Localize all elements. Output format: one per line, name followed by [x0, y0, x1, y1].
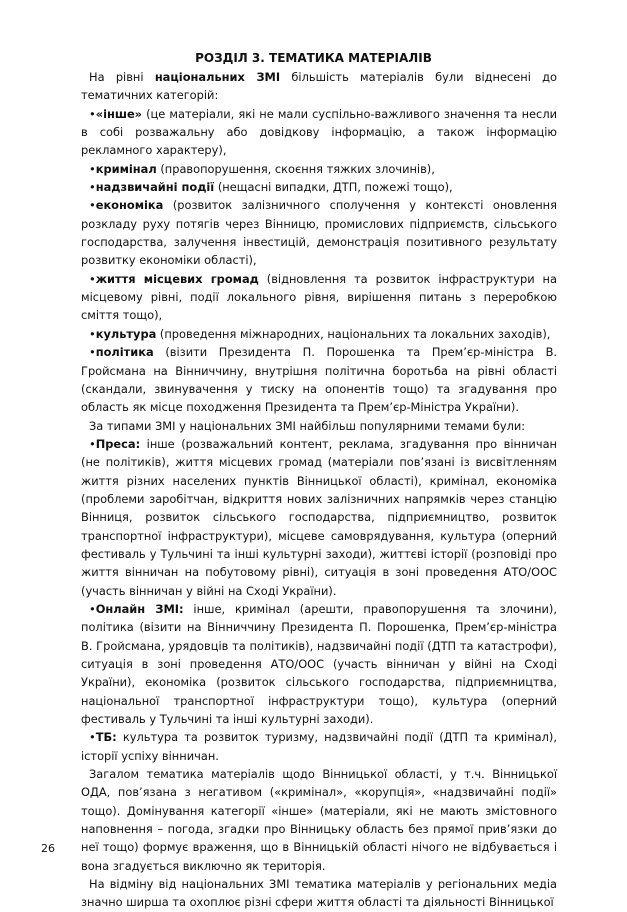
bullet-marker: • [89, 161, 96, 176]
category-desc: (розвиток залізничного сполучення у контексті оновлення розкладу руху потягів через Вінницю, промислових підприємств, сільського господарства, залучення інвестицій, демонстрація позитивного результату розвитку економіки області), [81, 198, 557, 268]
category-item [81, 160, 557, 178]
bullet-marker: • [89, 180, 96, 195]
media-type-name: Преса: [95, 436, 141, 451]
bullet-marker: • [89, 345, 96, 360]
category-item [81, 343, 557, 416]
media-type-desc: культура та розвиток туризму, надзвичайні події (ДТП та кримінал), історії успіху вінничан. [81, 730, 557, 763]
category-item [81, 270, 557, 325]
bullet-marker: • [89, 198, 96, 213]
category-name: життя місцевих громад [95, 271, 259, 286]
category-item [81, 196, 557, 269]
intro-bold: національних ЗМІ [154, 70, 281, 84]
media-type-name: ТБ: [95, 730, 117, 745]
category-desc: (відновлення та розвиток інфраструктури на місцевому рівні, події локального рівня, вирішення питань з переробкою сміття тощо), [81, 271, 557, 323]
category-desc: (це матеріали, які не мали суспільно-важливого значення та несли в собі розважальну або довідкову інформацію, а також інформацію рекламного характеру), [81, 106, 557, 158]
page-number: 26 [41, 842, 55, 855]
bullet-marker: • [89, 601, 96, 616]
category-desc: (нещасні випадки, ДТП, пожежі тощо), [214, 180, 453, 195]
types-intro-paragraph: За типами ЗМІ у національних ЗМІ найбільш популярними темами були: [89, 418, 526, 433]
summary-paragraph: Загалом тематика матеріалів щодо Вінницької області, у т.ч. Вінницької ОДА, пов’язана з негативом («кримінал», «корупція», «надзвичайні події» тощо). Домінування категорії «інше» (матеріали, які не мають змістовного наповнення – погода, згадки про Вінницьку область без прямої прив’язки до неї тощо) формує враження, що в Вінницькій області нічого не відбувається і вона згадується виключно як територія. [81, 767, 557, 873]
regional-paragraph: На відміну від національних ЗМІ тематика матеріалів у регіональних медіа значно ширша та охоплює різні сфери життя області та діяльності Вінницької [81, 877, 557, 910]
bullet-marker: • [89, 326, 96, 341]
media-type-item [81, 435, 557, 600]
category-name: економіка [95, 198, 164, 213]
category-item [81, 325, 557, 343]
category-item [81, 178, 557, 196]
category-desc: (проведення міжнародних, національних та локальних заходів), [156, 326, 551, 341]
category-name: культура [95, 326, 157, 341]
category-name: кримінал [95, 161, 157, 176]
bullet-marker: • [89, 106, 96, 121]
intro-pre: На рівні [89, 70, 155, 84]
category-item [81, 105, 557, 160]
media-type-item [81, 728, 557, 765]
media-type-desc: інше, кримінал (арешти, правопорушення та злочини), політика (візити на Вінниччину Президента П. Порошенка, Прем’єр-міністра В. Гройсмана, урядовців та політиків), надзвичайні події (ДТП та катастрофи), ситуація в зоні проведення АТО/ООС (участь вінничан у війні на Сході України), економіка (розвиток сільського господарства, підприємництва, національної транспортної інфраструктури тощо), культура (оперний фестиваль у Тульчині та інші культурні заходи). [81, 601, 557, 727]
media-type-item [81, 600, 557, 728]
category-name: надзвичайні події [95, 180, 215, 195]
bullet-marker: • [89, 730, 96, 745]
category-desc: (правопорушення, скоєння тяжких злочинів), [156, 161, 435, 176]
intro-paragraph [81, 68, 557, 105]
media-type-desc: інше (розважальний контент, реклама, згадування про вінничан (не політиків), життя місцевих громад (матеріали пов’язані із висвітленням життя різних населених пунктів Вінницької області), кримінал, економіка (проблеми заробітчан, відкриття нових залізничних напрямків через станцію Вінниця, розвиток сільського господарства, підприємництво, розвиток транспортної інфраструктури), місцеве самоврядування, культура (оперний фестиваль у Тульчині та інші культурні заходи), життєві історії (розповіді про життя вінничан на побутовому рівні), ситуація в зоні проведення АТО/ООС (участь вінничан у війні на Сході України). [81, 436, 557, 598]
category-desc: (візити Президента П. Порошенка та Прем’єр-міністра В. Гройсмана на Вінниччину, внутрішня політична боротьба на рівні області (скандали, звинувачення у тиску на опонентів тощо) та згадування про область як місце походження Президента та Прем’єр-Міністра України). [81, 345, 557, 415]
bullet-marker: • [89, 271, 96, 286]
intro-post: більшість матеріалів були віднесені до тематичних категорій: [81, 70, 557, 103]
bullet-marker: • [89, 436, 96, 451]
document-body [81, 68, 557, 912]
category-name: «інше» [95, 106, 143, 121]
category-name: політика [95, 345, 154, 360]
media-type-name: Онлайн ЗМІ: [95, 601, 184, 616]
section-title: РОЗДІЛ 3. ТЕМАТИКА МАТЕРІАЛІВ [195, 51, 432, 65]
